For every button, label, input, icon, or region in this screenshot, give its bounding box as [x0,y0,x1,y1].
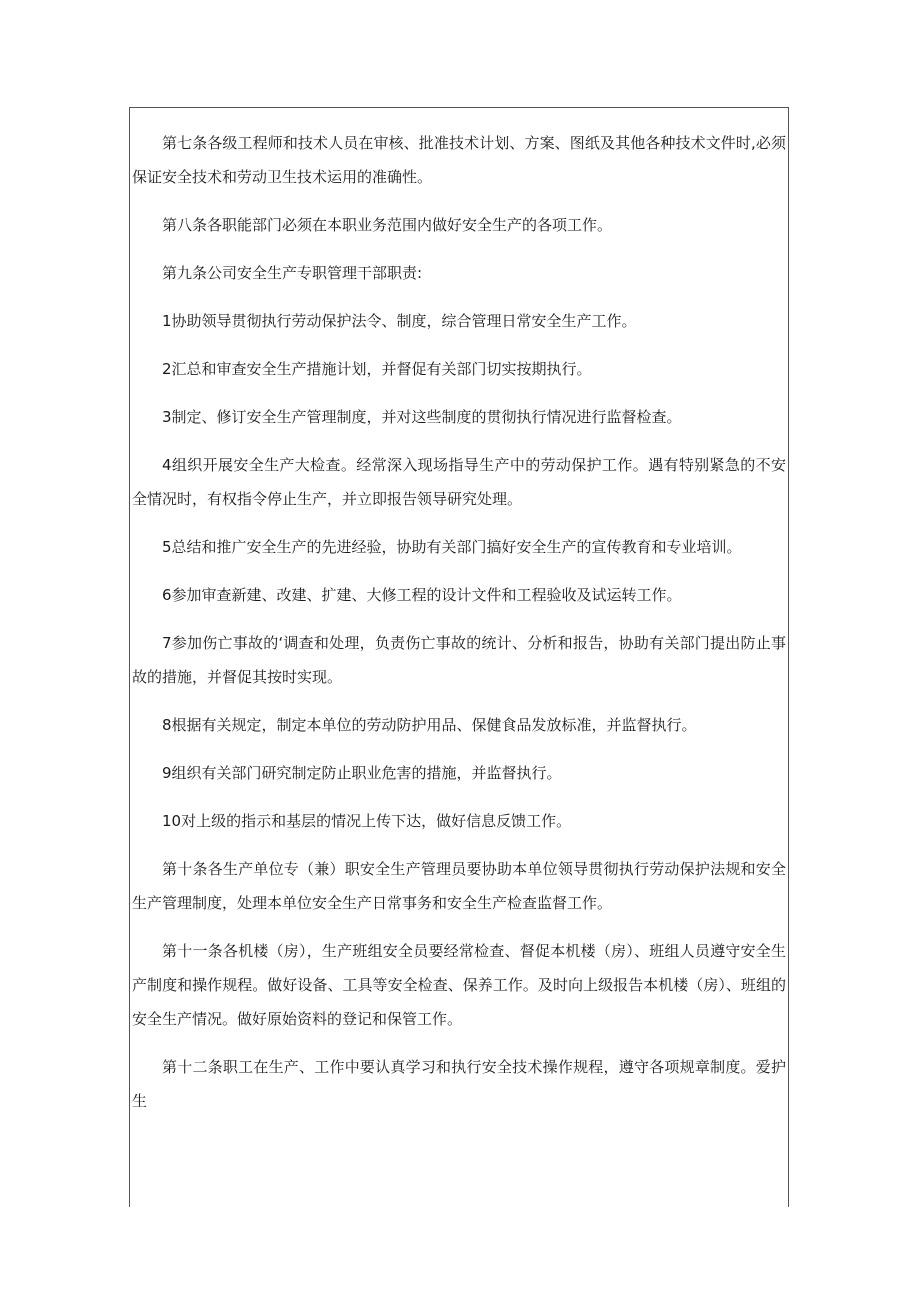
document-frame [129,107,789,1207]
paragraph-item-6: 6参加审查新建、改建、扩建、大修工程的设计文件和工程验收及试运转工作。 [162,586,682,604]
paragraph-item-2: 2汇总和审查安全生产措施计划，并督促有关部门切实按期执行。 [162,360,592,378]
paragraph-item-5: 5总结和推广安全生产的先进经验，协助有关部门搞好安全生产的宣传教育和专业培训。 [162,538,742,556]
paragraph-item-10: 10对上级的指示和基层的情况上传下达，做好信息反馈工作。 [162,812,572,830]
paragraph-item-7: 7参加伤亡事故的‘调查和处理，负责伤亡事故的统计、分析和报告，协助有关部门提出防止事故的措施，并督促其按时实现。 [132,634,786,686]
paragraph-item-1: 1协助领导贯彻执行劳动保护法令、制度，综合管理日常安全生产工作。 [162,312,637,330]
paragraph-article-8: 第八条各职能部门必须在本职业务范围内做好安全生产的各项工作。 [162,216,613,234]
paragraph-item-9: 9组织有关部门研究制定防止职业危害的措施，并监督执行。 [162,764,562,782]
paragraph-item-8: 8根据有关规定，制定本单位的劳动防护用品、保健食品发放标准，并监督执行。 [162,716,697,734]
paragraph-article-9: 第九条公司安全生产专职管理干部职责: [162,264,423,282]
document-body [132,126,786,1132]
paragraph-item-4: 4组织开展安全生产大检查。经常深入现场指导生产中的劳动保护工作。遇有特别紧急的不安全情况时，有权指令停止生产，并立即报告领导研究处理。 [132,456,786,508]
paragraph-article-12: 第十二条职工在生产、工作中要认真学习和执行安全技术操作规程，遵守各项规章制度。爱护生 [132,1058,786,1110]
paragraph-article-7: 第七条各级工程师和技术人员在审核、批准技术计划、方案、图纸及其他各种技术文件时,必须保证安全技术和劳动卫生技术运用的准确性。 [132,134,786,186]
paragraph-article-10: 第十条各生产单位专（兼）职安全生产管理员要协助本单位领导贯彻执行劳动保护法规和安全生产管理制度，处理本单位安全生产日常事务和安全生产检查监督工作。 [132,860,786,912]
paragraph-item-3: 3制定、修订安全生产管理制度，并对这些制度的贯彻执行情况进行监督检查。 [162,408,682,426]
paragraph-article-11: 第十一条各机楼（房），生产班组安全员要经常检查、督促本机楼（房）、班组人员遵守安全生产制度和操作规程。做好设备、工具等安全检查、保养工作。及时向上级报告本机楼（房）、班组的安全生产情况。做好原始资料的登记和保管工作。 [132,942,786,1028]
